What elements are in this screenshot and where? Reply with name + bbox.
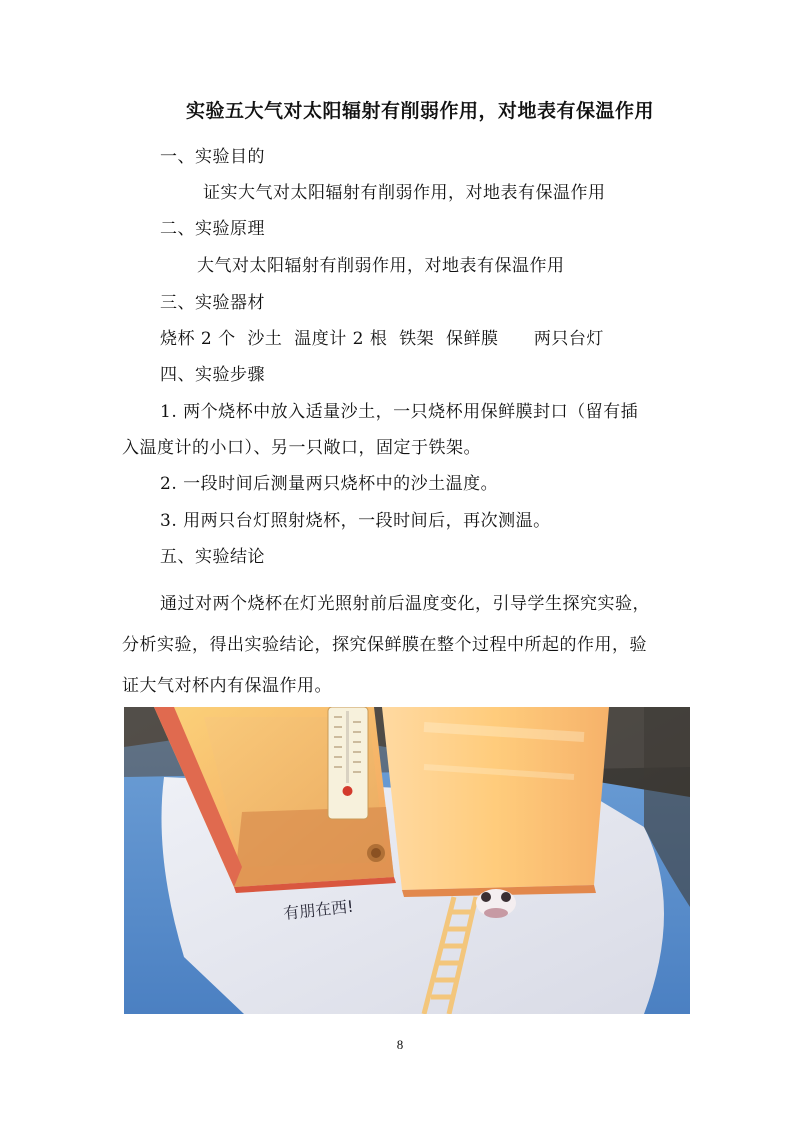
section-heading-purpose: 一、实验目的 [160, 147, 265, 167]
page-number: 8 [396, 1037, 404, 1052]
section-body-materials: 烧杯 2 个 沙土 温度计 2 根 铁架 保鲜膜 两只台灯 [160, 329, 604, 349]
section-body-purpose: 证实大气对太阳辐射有削弱作用，对地表有保温作用 [203, 183, 606, 203]
conclusion-line: 证大气对杯内有保温作用。 [122, 676, 332, 696]
step-line: 3. 用两只台灯照射烧杯，一段时间后，再次测温。 [160, 511, 551, 531]
conclusion-line: 通过对两个烧杯在灯光照射前后温度变化，引导学生探究实验， [160, 594, 650, 614]
section-heading-conclusion: 五、实验结论 [160, 547, 265, 567]
photo-handwriting: 有朋在西! [282, 896, 355, 923]
conclusion-line: 分析实验，得出实验结论，探究保鲜膜在整个过程中所起的作用，验 [122, 635, 647, 655]
section-heading-materials: 三、实验器材 [160, 293, 265, 313]
step-line: 入温度计的小口）、另一只敞口，固定于铁架。 [122, 438, 481, 458]
section-heading-steps: 四、实验步骤 [160, 365, 265, 385]
section-heading-principle: 二、实验原理 [160, 219, 265, 239]
experiment-photo [124, 707, 690, 1014]
section-body-principle: 大气对太阳辐射有削弱作用，对地表有保温作用 [197, 256, 565, 276]
step-line: 1. 两个烧杯中放入适量沙土，一只烧杯用保鲜膜封口（留有插 [160, 402, 639, 422]
step-line: 2. 一段时间后测量两只烧杯中的沙土温度。 [160, 474, 499, 494]
page-title: 实验五大气对太阳辐射有削弱作用，对地表有保温作用 [185, 100, 654, 122]
